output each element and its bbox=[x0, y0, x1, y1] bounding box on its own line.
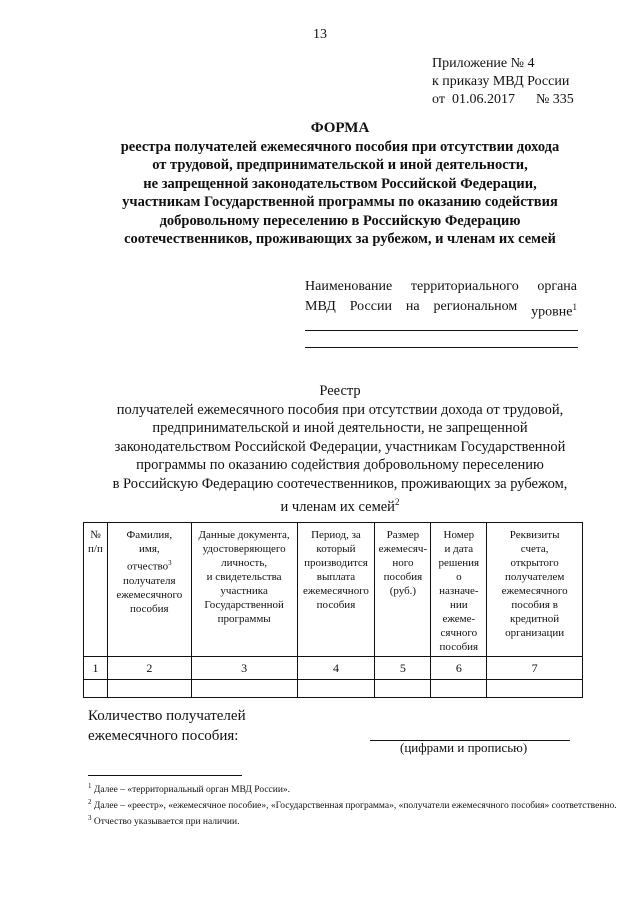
organ-fill-line-2[interactable] bbox=[305, 347, 578, 348]
organ-fill-line-1[interactable] bbox=[305, 330, 578, 331]
table-cell[interactable] bbox=[431, 680, 487, 698]
reestr-line: программы по оказанию содействия добровольному переселению bbox=[136, 457, 544, 473]
header-line: пособия bbox=[316, 599, 356, 611]
header-line: сячного bbox=[440, 627, 478, 639]
reestr-line: и членам их семей$^2$ bbox=[280, 497, 400, 515]
appendix-date: 01.06.2017 bbox=[451, 92, 515, 107]
header-line: личность, bbox=[221, 557, 268, 569]
header-line: пособия bbox=[439, 641, 479, 653]
table-cell[interactable] bbox=[375, 680, 431, 698]
header-cell-amount bbox=[375, 523, 431, 657]
header-line: удостоверяющего bbox=[202, 543, 286, 555]
header-line: ежемесяч- bbox=[378, 543, 428, 555]
header-line: пособия bbox=[383, 571, 423, 583]
column-number: 1 bbox=[84, 657, 108, 680]
header-line: ежемесячного bbox=[501, 585, 568, 597]
reestr-line: предпринимательской и иной деятельности, не запрещенной bbox=[152, 420, 528, 436]
header-line: имя, bbox=[138, 543, 160, 555]
header-line: п/п bbox=[88, 543, 103, 555]
header-line: (руб.) bbox=[389, 585, 417, 597]
appendix-line-1: Приложение № 4 bbox=[432, 56, 535, 71]
header-line: открытого bbox=[510, 557, 559, 569]
header-cell-decision bbox=[431, 523, 487, 657]
table-cell[interactable] bbox=[107, 680, 191, 698]
header-cell-number bbox=[84, 523, 108, 657]
header-line: выплата bbox=[316, 571, 356, 583]
header-line: Реквизиты bbox=[509, 529, 560, 541]
header-cell-period bbox=[297, 523, 375, 657]
header-line: Период, за bbox=[311, 529, 361, 541]
table-cell[interactable] bbox=[297, 680, 375, 698]
header-line: Номер bbox=[443, 529, 475, 541]
form-title bbox=[80, 119, 600, 249]
header-line: участника bbox=[220, 585, 268, 597]
header-line: ного bbox=[392, 557, 414, 569]
reestr-line: в Российскую Федерацию соотечественников, проживающих за рубежом, bbox=[112, 475, 568, 492]
reestr-line: законодательством Российской Федерации, участникам Государственной bbox=[114, 438, 566, 455]
header-line: пособия в bbox=[511, 599, 558, 611]
table-cell[interactable] bbox=[191, 680, 297, 698]
header-line: ежеме- bbox=[442, 613, 476, 625]
table-header-row bbox=[84, 523, 583, 657]
header-line: ежемесячного bbox=[116, 588, 183, 601]
header-cell-full-name bbox=[107, 523, 191, 657]
column-number: 5 bbox=[375, 657, 431, 680]
header-line: ежемесячного bbox=[303, 585, 369, 597]
form-title-line: от трудовой, предпринимательской и иной деятельности, bbox=[152, 157, 528, 173]
table-cell[interactable] bbox=[84, 680, 108, 698]
organ-line-1: Наименование территориального органа bbox=[305, 279, 577, 294]
reestr-line: получателей ежемесячного пособия при отсутствии дохода от трудовой, bbox=[116, 401, 564, 418]
appendix-line-2: к приказу МВД России bbox=[432, 74, 570, 89]
table-cell[interactable] bbox=[487, 680, 583, 698]
organ-line-2: МВД России на региональном уровне$^1$ bbox=[305, 299, 577, 320]
footnotes bbox=[88, 780, 628, 828]
header-line: счета, bbox=[520, 543, 549, 555]
header-line: назначе- bbox=[439, 585, 479, 597]
header-cell-document bbox=[191, 523, 297, 657]
header-line: организации bbox=[505, 627, 565, 639]
header-line: Фамилия, bbox=[126, 529, 173, 541]
form-title-line: соотечественников, проживающих за рубежом, и членам их семей bbox=[124, 231, 556, 247]
footnote-1: $^1$ Далее – «территориальный орган МВД России». bbox=[88, 782, 291, 796]
recipient-count-label: Количество получателей ежемесячного пособия: bbox=[88, 708, 246, 744]
header-line: получателя bbox=[123, 574, 176, 587]
appendix-date-prefix: от bbox=[432, 92, 445, 107]
page-number: 13 bbox=[313, 27, 327, 42]
header-line: производится bbox=[304, 557, 368, 569]
header-line: нии bbox=[449, 599, 468, 611]
reestr-heading: Реестр bbox=[319, 383, 361, 399]
column-number: 3 bbox=[191, 657, 297, 680]
header-line: и свидетельства bbox=[206, 571, 282, 583]
footnote-3: $^3$ Отчество указывается при наличии. bbox=[88, 814, 240, 828]
header-line: № bbox=[90, 529, 101, 541]
header-line: программы bbox=[217, 613, 271, 625]
header-line: о bbox=[456, 571, 462, 583]
form-title-line: реестра получателей ежемесячного пособия при отсутствии дохода bbox=[120, 138, 560, 155]
appendix-number: № 335 bbox=[535, 92, 574, 107]
header-line: получателем bbox=[504, 571, 565, 583]
form-title-line: добровольному переселению в Российскую Федерацию bbox=[159, 212, 521, 229]
column-number: 6 bbox=[431, 657, 487, 680]
footnote-ref-1: 1 bbox=[572, 302, 577, 312]
reestr-heading-block bbox=[60, 382, 620, 516]
footnote-separator bbox=[88, 775, 242, 776]
column-number: 4 bbox=[297, 657, 375, 680]
header-line: Данные документа, bbox=[198, 529, 290, 541]
header-line: Размер bbox=[386, 529, 420, 541]
footnote-2: $^2$ Далее – «реестр», «ежемесячное пособие», «Государственная программа», «получатели ежемесячного пособия» соответственно. bbox=[88, 798, 617, 812]
footnote-ref-3: 3 bbox=[168, 559, 172, 567]
appendix-reference bbox=[432, 55, 574, 109]
footnote-ref-2: 2 bbox=[394, 497, 400, 507]
header-line: и дата bbox=[444, 543, 474, 555]
registry-table bbox=[83, 522, 583, 698]
territorial-organ-label bbox=[305, 277, 577, 323]
header-line: отчество$^3$ bbox=[126, 559, 172, 573]
form-title-line: не запрещенной законодательством Российской Федерации, bbox=[143, 175, 537, 192]
column-number: 7 bbox=[487, 657, 583, 680]
header-line: кредитной bbox=[510, 613, 560, 625]
header-line: решения bbox=[438, 557, 480, 569]
form-title-heading: ФОРМА bbox=[310, 120, 370, 136]
count-caption: (цифрами и прописью) bbox=[400, 740, 528, 755]
header-line: который bbox=[316, 543, 356, 555]
header-line: Государственной bbox=[204, 599, 284, 611]
column-number: 2 bbox=[107, 657, 191, 680]
form-title-line: участникам Государственной программы по оказанию содействия bbox=[122, 194, 558, 210]
column-number-row bbox=[84, 657, 583, 680]
header-cell-account bbox=[487, 523, 583, 657]
table-row bbox=[84, 680, 583, 698]
appendix-line-3 bbox=[432, 91, 574, 109]
header-line: пособия bbox=[130, 602, 169, 615]
